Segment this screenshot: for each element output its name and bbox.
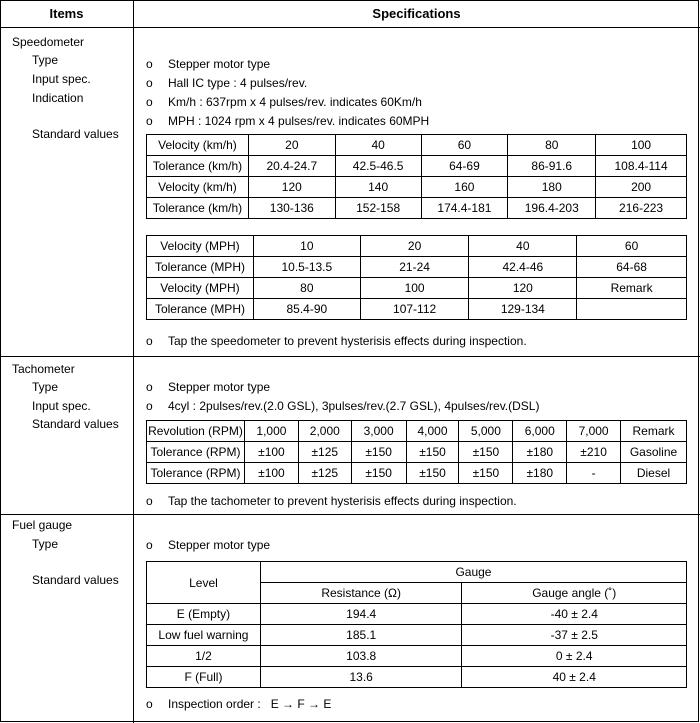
table-cell: Tolerance (km/h) xyxy=(147,156,249,177)
speedometer-indication-label: Indication xyxy=(32,91,84,105)
table-cell: 21-24 xyxy=(360,257,469,278)
bullet: o xyxy=(146,76,153,90)
bullet: o xyxy=(146,334,153,348)
table-cell: 185.1 xyxy=(260,625,462,646)
bullet: o xyxy=(146,399,153,413)
table-cell: Low fuel warning xyxy=(147,625,261,646)
table-cell: 0 ± 2.4 xyxy=(462,646,687,667)
table-cell: ±150 xyxy=(406,442,459,463)
table-row xyxy=(147,236,687,257)
table-cell: Gauge angle (˚) xyxy=(462,583,687,604)
table-cell: 6,000 xyxy=(513,421,567,442)
table-cell: 13.6 xyxy=(260,667,462,688)
table-cell: 140 xyxy=(335,177,421,198)
table-row xyxy=(147,198,687,219)
table-cell: ±180 xyxy=(513,442,567,463)
table-cell: 100 xyxy=(596,135,687,156)
table-cell: E (Empty) xyxy=(147,604,261,625)
table-cell: 86-91.6 xyxy=(508,156,596,177)
tachometer-standard-label: Standard values xyxy=(32,417,119,431)
table-cell: 42.5-46.5 xyxy=(335,156,421,177)
table-cell: 194.4 xyxy=(260,604,462,625)
tachometer-bullet-1: Stepper motor type xyxy=(168,380,271,394)
table-cell: Remark xyxy=(621,421,687,442)
table-cell: 20.4-24.7 xyxy=(248,156,335,177)
inspection-order-note: Inspection order : E → F → E xyxy=(168,697,332,711)
table-cell: 174.4-181 xyxy=(421,198,508,219)
rpm-tolerance-table xyxy=(146,420,687,484)
tachometer-input-label: Input spec. xyxy=(32,399,91,413)
table-cell: Velocity (MPH) xyxy=(147,278,254,299)
table-row xyxy=(147,442,687,463)
speedometer-bullet-2: Hall IC type : 4 pulses/rev. xyxy=(168,76,308,90)
table-cell: ±180 xyxy=(513,463,567,484)
tachometer-note: Tap the tachometer to prevent hysterisis effects during inspection. xyxy=(168,494,517,508)
table-cell: 200 xyxy=(596,177,687,198)
bullet: o xyxy=(146,380,153,394)
table-row xyxy=(147,562,687,583)
table-cell: ±100 xyxy=(244,442,298,463)
table-cell: 40 xyxy=(335,135,421,156)
table-row xyxy=(147,667,687,688)
column-divider xyxy=(133,0,134,723)
table-cell: 40 ± 2.4 xyxy=(462,667,687,688)
table-cell: 108.4-114 xyxy=(596,156,687,177)
speedometer-note: Tap the speedometer to prevent hysterisis effects during inspection. xyxy=(168,334,527,348)
table-cell: 216-223 xyxy=(596,198,687,219)
table-cell: ±125 xyxy=(298,463,351,484)
table-cell: 100 xyxy=(360,278,469,299)
table-cell: -40 ± 2.4 xyxy=(462,604,687,625)
table-cell: 64-68 xyxy=(577,257,687,278)
table-row xyxy=(147,625,687,646)
table-cell: 60 xyxy=(577,236,687,257)
table-cell: Level xyxy=(147,562,261,604)
table-cell: 129-134 xyxy=(469,299,577,320)
table-cell: ±150 xyxy=(459,442,513,463)
speedometer-section: Speedometer xyxy=(12,35,85,49)
table-cell: Revolution (RPM) xyxy=(147,421,245,442)
table-cell: 160 xyxy=(421,177,508,198)
bullet: o xyxy=(146,57,153,71)
table-cell: F (Full) xyxy=(147,667,261,688)
table-cell: 80 xyxy=(508,135,596,156)
table-cell: 10.5-13.5 xyxy=(253,257,360,278)
header-divider xyxy=(0,27,700,28)
speedometer-standard-label: Standard values xyxy=(32,127,119,141)
table-cell: Tolerance (RPM) xyxy=(147,463,245,484)
tachometer-type-label: Type xyxy=(32,380,59,394)
table-cell: Tolerance (MPH) xyxy=(147,257,254,278)
table-row xyxy=(147,604,687,625)
table-cell: 107-112 xyxy=(360,299,469,320)
fuel-gauge-table xyxy=(146,561,687,688)
table-cell: Velocity (km/h) xyxy=(147,177,249,198)
table-cell: 103.8 xyxy=(260,646,462,667)
table-cell: Gauge xyxy=(260,562,686,583)
speedometer-bullet-4: MPH : 1024 rpm x 4 pulses/rev. indicates 60MPH xyxy=(168,114,430,128)
table-cell: 152-158 xyxy=(335,198,421,219)
table-cell: 4,000 xyxy=(406,421,459,442)
table-cell: 60 xyxy=(421,135,508,156)
table-cell: Gasoline xyxy=(621,442,687,463)
table-cell: 130-136 xyxy=(248,198,335,219)
speedometer-bullet-3: Km/h : 637rpm x 4 pulses/rev. indicates 60Km/h xyxy=(168,95,422,109)
table-cell: 42.4-46 xyxy=(469,257,577,278)
table-cell: 80 xyxy=(253,278,360,299)
tachometer-bullet-2: 4cyl : 2pulses/rev.(2.0 GSL), 3pulses/rev.(2.7 GSL), 4pulses/rev.(DSL) xyxy=(168,399,540,413)
table-cell: ±150 xyxy=(351,463,406,484)
table-row xyxy=(147,156,687,177)
table-cell: Tolerance (km/h) xyxy=(147,198,249,219)
fuel-type-label: Type xyxy=(32,537,59,551)
bullet: o xyxy=(146,697,153,711)
table-cell: Velocity (km/h) xyxy=(147,135,249,156)
bullet: o xyxy=(146,95,153,109)
table-cell: 180 xyxy=(508,177,596,198)
table-row xyxy=(147,299,687,320)
table-cell: 3,000 xyxy=(351,421,406,442)
table-row xyxy=(147,463,687,484)
mph-tolerance-table xyxy=(146,235,687,320)
table-cell: Diesel xyxy=(621,463,687,484)
table-cell: 20 xyxy=(248,135,335,156)
table-row xyxy=(147,278,687,299)
speedometer-type-label: Type xyxy=(32,53,59,67)
table-cell: 5,000 xyxy=(459,421,513,442)
table-cell: 1,000 xyxy=(244,421,298,442)
section-divider xyxy=(0,356,700,357)
table-cell: ±150 xyxy=(351,442,406,463)
table-cell: ±150 xyxy=(459,463,513,484)
table-cell: 64-69 xyxy=(421,156,508,177)
table-cell: 40 xyxy=(469,236,577,257)
specifications-header: Specifications xyxy=(372,6,461,21)
table-cell: 10 xyxy=(253,236,360,257)
table-cell: Resistance (Ω) xyxy=(260,583,462,604)
fuel-gauge-section: Fuel gauge xyxy=(12,518,73,532)
speedometer-input-label: Input spec. xyxy=(32,72,91,86)
table-cell xyxy=(577,299,687,320)
kmh-tolerance-table xyxy=(146,134,687,219)
bullet: o xyxy=(146,494,153,508)
table-cell: 2,000 xyxy=(298,421,351,442)
items-header: Items xyxy=(49,6,84,21)
table-row xyxy=(147,421,687,442)
table-row xyxy=(147,177,687,198)
table-cell: ±150 xyxy=(406,463,459,484)
tachometer-section: Tachometer xyxy=(12,362,75,376)
table-row xyxy=(147,257,687,278)
fuel-standard-label: Standard values xyxy=(32,573,119,587)
table-cell: 85.4-90 xyxy=(253,299,360,320)
table-row xyxy=(147,646,687,667)
bullet: o xyxy=(146,538,153,552)
table-cell: 1/2 xyxy=(147,646,261,667)
table-cell: 196.4-203 xyxy=(508,198,596,219)
table-cell: Tolerance (RPM) xyxy=(147,442,245,463)
table-cell: ±210 xyxy=(567,442,621,463)
table-cell: 120 xyxy=(469,278,577,299)
table-cell: ±100 xyxy=(244,463,298,484)
table-cell: - xyxy=(567,463,621,484)
table-cell: Tolerance (MPH) xyxy=(147,299,254,320)
table-cell: Velocity (MPH) xyxy=(147,236,254,257)
table-cell: Remark xyxy=(577,278,687,299)
fuel-bullet-1: Stepper motor type xyxy=(168,538,271,552)
bullet: o xyxy=(146,114,153,128)
table-cell: 20 xyxy=(360,236,469,257)
table-cell: 7,000 xyxy=(567,421,621,442)
table-cell: 120 xyxy=(248,177,335,198)
table-cell: ±125 xyxy=(298,442,351,463)
speedometer-bullet-1: Stepper motor type xyxy=(168,57,271,71)
section-divider xyxy=(0,514,700,515)
table-row xyxy=(147,135,687,156)
table-cell: -37 ± 2.5 xyxy=(462,625,687,646)
